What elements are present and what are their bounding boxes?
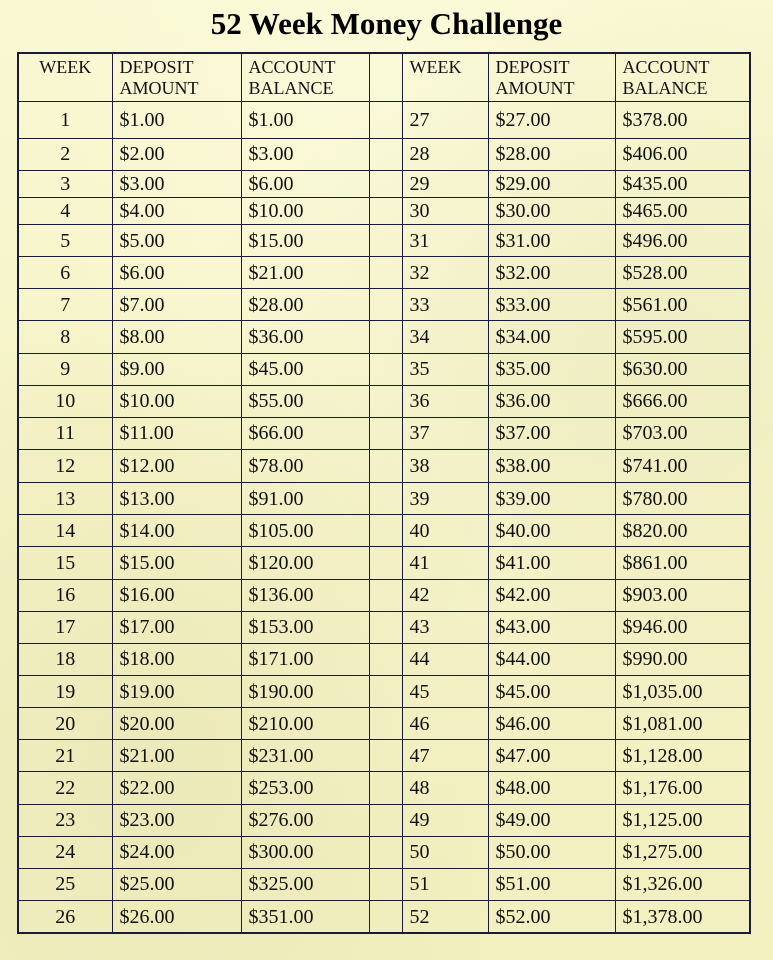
week-cell: 34	[402, 321, 488, 353]
week-cell: 26	[18, 901, 112, 933]
column-separator	[369, 740, 402, 772]
week-cell: 31	[402, 225, 488, 257]
deposit-cell: $13.00	[112, 483, 241, 515]
balance-cell: $351.00	[241, 901, 369, 933]
deposit-cell: $22.00	[112, 772, 241, 804]
deposit-cell: $20.00	[112, 708, 241, 740]
week-cell: 15	[18, 547, 112, 579]
balance-cell: $561.00	[615, 289, 750, 321]
balance-cell: $1,128.00	[615, 740, 750, 772]
deposit-cell: $26.00	[112, 901, 241, 933]
deposit-cell: $41.00	[488, 547, 615, 579]
table-row	[18, 225, 750, 257]
week-cell: 41	[402, 547, 488, 579]
deposit-cell: $5.00	[112, 225, 241, 257]
column-separator	[369, 353, 402, 385]
week-cell: 8	[18, 321, 112, 353]
deposit-cell: $2.00	[112, 138, 241, 170]
week-cell: 10	[18, 385, 112, 417]
column-separator	[369, 483, 402, 515]
deposit-cell: $16.00	[112, 579, 241, 611]
balance-cell: $820.00	[615, 515, 750, 547]
week-cell: 27	[402, 101, 488, 138]
week-cell: 52	[402, 901, 488, 933]
deposit-cell: $31.00	[488, 225, 615, 257]
balance-cell: $153.00	[241, 611, 369, 643]
balance-cell: $406.00	[615, 138, 750, 170]
week-cell: 7	[18, 289, 112, 321]
balance-cell: $946.00	[615, 611, 750, 643]
deposit-cell: $14.00	[112, 515, 241, 547]
balance-cell: $595.00	[615, 321, 750, 353]
table-row	[18, 385, 750, 417]
week-cell: 43	[402, 611, 488, 643]
table-row	[18, 450, 750, 483]
week-cell: 20	[18, 708, 112, 740]
week-cell: 37	[402, 417, 488, 449]
balance-cell: $1,326.00	[615, 868, 750, 900]
deposit-cell: $7.00	[112, 289, 241, 321]
week-cell: 30	[402, 197, 488, 224]
table-row	[18, 804, 750, 836]
week-cell: 18	[18, 643, 112, 675]
column-separator	[369, 579, 402, 611]
balance-cell: $435.00	[615, 170, 750, 197]
deposit-cell: $37.00	[488, 417, 615, 449]
header-week-left: WEEK	[18, 53, 112, 101]
balance-cell: $78.00	[241, 450, 369, 483]
balance-cell: $190.00	[241, 676, 369, 708]
column-separator	[369, 197, 402, 224]
deposit-cell: $36.00	[488, 385, 615, 417]
deposit-cell: $30.00	[488, 197, 615, 224]
column-separator	[369, 901, 402, 933]
balance-cell: $1,081.00	[615, 708, 750, 740]
column-separator	[369, 101, 402, 138]
week-cell: 35	[402, 353, 488, 385]
deposit-cell: $17.00	[112, 611, 241, 643]
column-separator	[369, 289, 402, 321]
week-cell: 36	[402, 385, 488, 417]
header-row	[18, 53, 750, 101]
balance-cell: $120.00	[241, 547, 369, 579]
balance-cell: $703.00	[615, 417, 750, 449]
balance-cell: $36.00	[241, 321, 369, 353]
balance-cell: $1,035.00	[615, 676, 750, 708]
deposit-cell: $35.00	[488, 353, 615, 385]
column-separator	[369, 643, 402, 675]
table-row	[18, 138, 750, 170]
balance-cell: $105.00	[241, 515, 369, 547]
week-cell: 11	[18, 417, 112, 449]
deposit-cell: $43.00	[488, 611, 615, 643]
week-cell: 13	[18, 483, 112, 515]
balance-cell: $231.00	[241, 740, 369, 772]
balance-cell: $378.00	[615, 101, 750, 138]
table-row	[18, 611, 750, 643]
deposit-cell: $46.00	[488, 708, 615, 740]
column-separator	[369, 676, 402, 708]
balance-cell: $15.00	[241, 225, 369, 257]
table-row	[18, 643, 750, 675]
column-separator	[369, 321, 402, 353]
balance-cell: $780.00	[615, 483, 750, 515]
week-cell: 2	[18, 138, 112, 170]
header-balance-right: ACCOUNT BALANCE	[615, 53, 750, 101]
balance-cell: $666.00	[615, 385, 750, 417]
deposit-cell: $40.00	[488, 515, 615, 547]
deposit-cell: $32.00	[488, 257, 615, 289]
balance-cell: $253.00	[241, 772, 369, 804]
column-separator	[369, 417, 402, 449]
balance-cell: $990.00	[615, 643, 750, 675]
column-separator	[369, 772, 402, 804]
week-cell: 5	[18, 225, 112, 257]
week-cell: 51	[402, 868, 488, 900]
table-row	[18, 868, 750, 900]
table-row	[18, 353, 750, 385]
header-deposit-left: DEPOSIT AMOUNT	[112, 53, 241, 101]
balance-cell: $136.00	[241, 579, 369, 611]
table-row	[18, 417, 750, 449]
deposit-cell: $4.00	[112, 197, 241, 224]
week-cell: 44	[402, 643, 488, 675]
week-cell: 9	[18, 353, 112, 385]
week-cell: 48	[402, 772, 488, 804]
balance-cell: $1.00	[241, 101, 369, 138]
deposit-cell: $52.00	[488, 901, 615, 933]
deposit-cell: $33.00	[488, 289, 615, 321]
deposit-cell: $45.00	[488, 676, 615, 708]
header-deposit-right: DEPOSIT AMOUNT	[488, 53, 615, 101]
deposit-cell: $8.00	[112, 321, 241, 353]
balance-cell: $528.00	[615, 257, 750, 289]
deposit-cell: $23.00	[112, 804, 241, 836]
column-separator	[369, 225, 402, 257]
deposit-cell: $6.00	[112, 257, 241, 289]
week-cell: 1	[18, 101, 112, 138]
balance-cell: $630.00	[615, 353, 750, 385]
column-separator	[369, 868, 402, 900]
column-separator	[369, 385, 402, 417]
deposit-cell: $28.00	[488, 138, 615, 170]
deposit-cell: $1.00	[112, 101, 241, 138]
week-cell: 45	[402, 676, 488, 708]
table-row	[18, 836, 750, 868]
week-cell: 14	[18, 515, 112, 547]
balance-cell: $45.00	[241, 353, 369, 385]
column-separator	[369, 611, 402, 643]
balance-cell: $861.00	[615, 547, 750, 579]
week-cell: 40	[402, 515, 488, 547]
week-cell: 33	[402, 289, 488, 321]
week-cell: 29	[402, 170, 488, 197]
column-separator	[369, 804, 402, 836]
week-cell: 32	[402, 257, 488, 289]
table-row	[18, 740, 750, 772]
deposit-cell: $29.00	[488, 170, 615, 197]
deposit-cell: $49.00	[488, 804, 615, 836]
table-row	[18, 676, 750, 708]
deposit-cell: $15.00	[112, 547, 241, 579]
deposit-cell: $24.00	[112, 836, 241, 868]
balance-cell: $3.00	[241, 138, 369, 170]
week-cell: 21	[18, 740, 112, 772]
week-cell: 19	[18, 676, 112, 708]
week-cell: 46	[402, 708, 488, 740]
deposit-cell: $21.00	[112, 740, 241, 772]
balance-cell: $741.00	[615, 450, 750, 483]
deposit-cell: $19.00	[112, 676, 241, 708]
challenge-table	[17, 52, 751, 934]
balance-cell: $6.00	[241, 170, 369, 197]
balance-cell: $1,275.00	[615, 836, 750, 868]
week-cell: 12	[18, 450, 112, 483]
table-row	[18, 579, 750, 611]
balance-cell: $10.00	[241, 197, 369, 224]
balance-cell: $903.00	[615, 579, 750, 611]
table-row	[18, 257, 750, 289]
table-row	[18, 321, 750, 353]
column-separator	[369, 547, 402, 579]
deposit-cell: $3.00	[112, 170, 241, 197]
table-row	[18, 289, 750, 321]
week-cell: 38	[402, 450, 488, 483]
deposit-cell: $9.00	[112, 353, 241, 385]
week-cell: 16	[18, 579, 112, 611]
column-separator	[369, 257, 402, 289]
balance-cell: $325.00	[241, 868, 369, 900]
deposit-cell: $11.00	[112, 417, 241, 449]
column-separator	[369, 138, 402, 170]
week-cell: 17	[18, 611, 112, 643]
deposit-cell: $25.00	[112, 868, 241, 900]
balance-cell: $496.00	[615, 225, 750, 257]
balance-cell: $210.00	[241, 708, 369, 740]
table-row	[18, 547, 750, 579]
deposit-cell: $27.00	[488, 101, 615, 138]
balance-cell: $1,176.00	[615, 772, 750, 804]
balance-cell: $1,378.00	[615, 901, 750, 933]
week-cell: 25	[18, 868, 112, 900]
table-row	[18, 772, 750, 804]
balance-cell: $300.00	[241, 836, 369, 868]
column-separator	[369, 450, 402, 483]
week-cell: 6	[18, 257, 112, 289]
deposit-cell: $10.00	[112, 385, 241, 417]
balance-cell: $276.00	[241, 804, 369, 836]
balance-cell: $28.00	[241, 289, 369, 321]
balance-cell: $66.00	[241, 417, 369, 449]
column-separator	[369, 170, 402, 197]
column-separator	[369, 836, 402, 868]
deposit-cell: $42.00	[488, 579, 615, 611]
deposit-cell: $38.00	[488, 450, 615, 483]
page-title: 52 Week Money Challenge	[210, 6, 563, 41]
week-cell: 42	[402, 579, 488, 611]
balance-cell: $1,125.00	[615, 804, 750, 836]
deposit-cell: $47.00	[488, 740, 615, 772]
week-cell: 22	[18, 772, 112, 804]
header-week-right: WEEK	[402, 53, 488, 101]
table-row	[18, 197, 750, 224]
week-cell: 49	[402, 804, 488, 836]
balance-cell: $21.00	[241, 257, 369, 289]
balance-cell: $171.00	[241, 643, 369, 675]
table-row	[18, 101, 750, 138]
week-cell: 4	[18, 197, 112, 224]
deposit-cell: $51.00	[488, 868, 615, 900]
week-cell: 47	[402, 740, 488, 772]
deposit-cell: $48.00	[488, 772, 615, 804]
table-row	[18, 515, 750, 547]
table-row	[18, 483, 750, 515]
deposit-cell: $12.00	[112, 450, 241, 483]
table-row	[18, 170, 750, 197]
deposit-cell: $39.00	[488, 483, 615, 515]
column-separator	[369, 708, 402, 740]
balance-cell: $465.00	[615, 197, 750, 224]
table-row	[18, 901, 750, 933]
deposit-cell: $44.00	[488, 643, 615, 675]
deposit-cell: $34.00	[488, 321, 615, 353]
week-cell: 24	[18, 836, 112, 868]
week-cell: 3	[18, 170, 112, 197]
column-separator	[369, 515, 402, 547]
column-separator	[369, 53, 402, 101]
week-cell: 28	[402, 138, 488, 170]
week-cell: 50	[402, 836, 488, 868]
table-row	[18, 708, 750, 740]
deposit-cell: $50.00	[488, 836, 615, 868]
deposit-cell: $18.00	[112, 643, 241, 675]
week-cell: 39	[402, 483, 488, 515]
balance-cell: $91.00	[241, 483, 369, 515]
header-balance-left: ACCOUNT BALANCE	[241, 53, 369, 101]
balance-cell: $55.00	[241, 385, 369, 417]
week-cell: 23	[18, 804, 112, 836]
